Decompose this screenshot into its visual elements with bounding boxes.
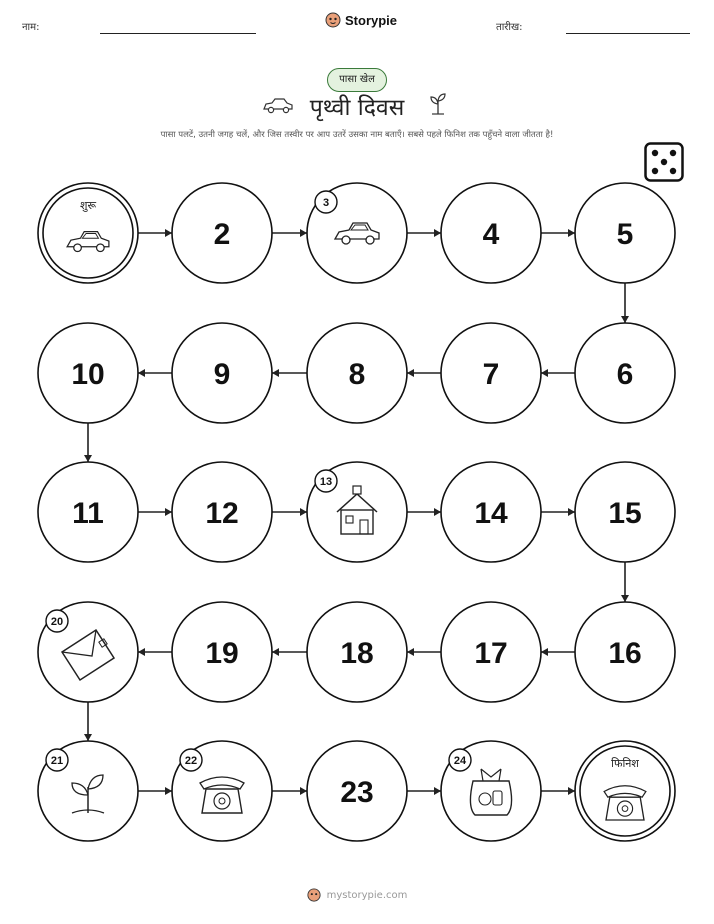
space-number: 20 xyxy=(50,616,64,628)
arrowhead xyxy=(568,229,575,237)
space-number: 12 xyxy=(205,497,239,530)
arrowhead xyxy=(165,787,172,795)
arrowhead xyxy=(407,369,414,377)
space-number: 11 xyxy=(72,497,104,530)
board-space-6 xyxy=(575,323,675,423)
arrowhead xyxy=(84,734,92,741)
footer xyxy=(0,888,714,902)
start-label: शुरू xyxy=(79,199,97,212)
arrowhead xyxy=(568,787,575,795)
board-space-23 xyxy=(307,741,407,841)
space-number: 5 xyxy=(616,218,634,251)
board-space-9 xyxy=(172,323,272,423)
space-number: 14 xyxy=(474,497,508,530)
arrowhead xyxy=(300,508,307,516)
board-space-1 xyxy=(38,183,138,283)
arrowhead xyxy=(84,455,92,462)
board-space-16 xyxy=(575,602,675,702)
telephone-icon xyxy=(604,786,646,820)
page-title: पृथ्वी दिवस xyxy=(309,95,405,121)
space-number: 17 xyxy=(474,637,508,670)
board-space-21 xyxy=(38,741,138,841)
board-space-3 xyxy=(307,183,407,283)
arrowhead xyxy=(272,369,279,377)
space-number: 2 xyxy=(213,218,231,251)
arrowhead xyxy=(138,648,145,656)
space-number: 4 xyxy=(482,218,500,251)
board-space-24 xyxy=(441,741,541,841)
board-space-18 xyxy=(307,602,407,702)
arrowhead xyxy=(621,595,629,602)
space-number: 16 xyxy=(608,637,642,670)
board-space-11 xyxy=(38,462,138,562)
board-space-5 xyxy=(575,183,675,283)
arrowhead xyxy=(165,508,172,516)
arrowhead xyxy=(165,229,172,237)
arrowhead xyxy=(434,787,441,795)
arrowhead xyxy=(568,508,575,516)
date-label: तारीख: xyxy=(496,22,523,33)
board-space-4 xyxy=(441,183,541,283)
space-number: 13 xyxy=(319,476,333,488)
arrowhead xyxy=(541,648,548,656)
board-space-20 xyxy=(38,602,138,702)
space-number: 6 xyxy=(616,358,634,391)
board-space-12 xyxy=(172,462,272,562)
space-number: 15 xyxy=(608,497,642,530)
board-space-2 xyxy=(172,183,272,283)
arrowhead xyxy=(300,787,307,795)
telephone-icon xyxy=(200,777,244,813)
name-label: नाम: xyxy=(22,22,40,33)
arrowhead xyxy=(434,508,441,516)
arrowhead xyxy=(407,648,414,656)
board-space-7 xyxy=(441,323,541,423)
finish-label: फिनिश xyxy=(611,757,639,770)
space-number: 23 xyxy=(340,776,374,809)
storypie-logo-icon xyxy=(307,888,321,902)
space-number: 24 xyxy=(453,755,467,767)
instructions: पासा पलटें, उतनी जगह चलें, और जिस तस्वीर पर आप उतरें उसका नाम बताएँ। सबसे पहले फिनिश तक पहुँचने वाला जीतता है! xyxy=(160,130,554,140)
space-number: 7 xyxy=(482,358,500,391)
arrowhead xyxy=(138,369,145,377)
board-spaces xyxy=(38,183,675,841)
board-space-25 xyxy=(575,741,675,841)
space-number: 10 xyxy=(71,358,105,391)
board-space-13 xyxy=(307,462,407,562)
footer-site: mystorypie.com xyxy=(326,889,408,901)
board-space-14 xyxy=(441,462,541,562)
arrowhead xyxy=(434,229,441,237)
space-number: 19 xyxy=(205,637,239,670)
space-number: 3 xyxy=(322,197,330,209)
board-space-15 xyxy=(575,462,675,562)
brand-name: Storypie xyxy=(345,12,398,28)
space-number: 18 xyxy=(340,637,374,670)
board-space-8 xyxy=(307,323,407,423)
activity-badge: पासा खेल xyxy=(327,68,387,92)
board-space-17 xyxy=(441,602,541,702)
space-number: 8 xyxy=(348,358,366,391)
board-space-22 xyxy=(172,741,272,841)
arrowhead xyxy=(300,229,307,237)
arrowhead xyxy=(541,369,548,377)
space-number: 9 xyxy=(213,358,231,391)
arrowhead xyxy=(621,316,629,323)
board-space-10 xyxy=(38,323,138,423)
space-number: 22 xyxy=(184,755,198,767)
arrowhead xyxy=(272,648,279,656)
board-space-19 xyxy=(172,602,272,702)
space-number: 21 xyxy=(50,755,64,767)
